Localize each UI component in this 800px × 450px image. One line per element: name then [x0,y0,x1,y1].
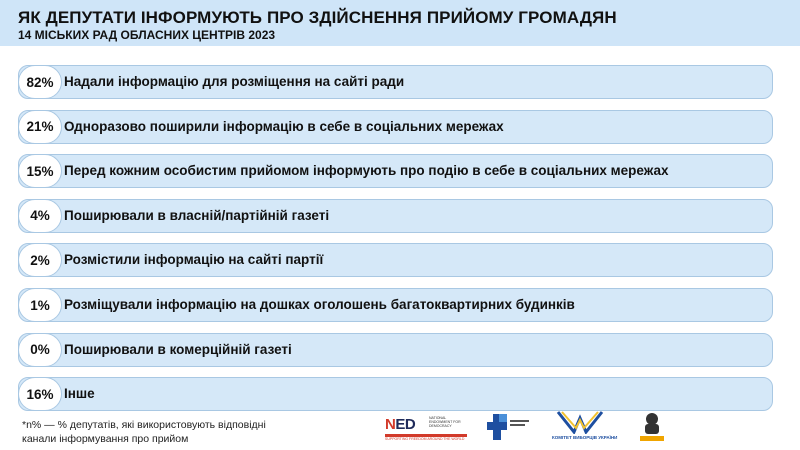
category-label: Перед кожним особистим прийомом інформують про подію в себе в соціальних мережах [64,163,669,179]
value-label: 21% [18,110,62,144]
ned-logo-tagline: SUPPORTING FREEDOM AROUND THE WORLD [385,437,465,441]
bar-row [18,243,773,277]
category-label: Поширювали в комерційній газеті [64,341,292,357]
ned-logo-small-text: NATIONAL ENDOWMENT FOR DEMOCRACY [429,416,461,428]
category-label: Поширювали в власній/партійній газеті [64,207,330,223]
cross-logo-icon [487,410,531,444]
chart-subtitle: 14 МІСЬКИХ РАД ОБЛАСНИХ ЦЕНТРІВ 2023 [18,28,276,42]
footnote [22,418,352,446]
value-label: 2% [18,243,62,277]
bar-row [18,154,773,188]
footnote-line-2: канали інформування про прийом [22,433,189,445]
opora-logo-icon [552,410,610,434]
value-label: 16% [18,377,62,411]
bar-row [18,288,773,322]
ned-logo-n: N [385,416,396,433]
ned-logo-e: E [395,416,405,433]
fourth-logo-icon [637,410,667,444]
category-label: Розміщували інформацію на дошках оголошень багатоквартирних будинків [64,297,575,312]
footnote-line-1: *n% — % депутатів, які використовують відповідні [22,419,266,431]
category-label: Розмістили інформацію на сайті партії [64,252,324,268]
opora-logo-text: КОМІТЕТ ВИБОРЦІВ УКРАЇНИ [552,435,618,440]
value-label: 1% [18,288,62,322]
bar [18,377,773,411]
fourth-logo [637,410,667,444]
value-label: 82% [18,65,62,99]
bar-row [18,199,773,233]
category-label: Інше [64,386,95,402]
ned-logo-mark [385,416,415,433]
ned-logo [385,410,467,444]
value-label: 15% [18,154,62,188]
opora-logo [552,410,618,444]
value-label: 0% [18,333,62,367]
bar-row [18,333,773,367]
category-label: Одноразово поширили інформацію в себе в соціальних мережах [64,118,504,134]
bar-row [18,65,773,99]
cross-logo [487,410,531,444]
category-label: Надали інформацію для розміщення на сайті ради [64,74,405,89]
bar-row [18,377,773,411]
chart-title: ЯК ДЕПУТАТИ ІНФОРМУЮТЬ ПРО ЗДІЙСНЕННЯ ПРИЙОМУ ГРОМАДЯН [18,8,617,27]
value-label: 4% [18,199,62,233]
bar-row [18,110,773,144]
ned-logo-d: D [404,416,416,433]
